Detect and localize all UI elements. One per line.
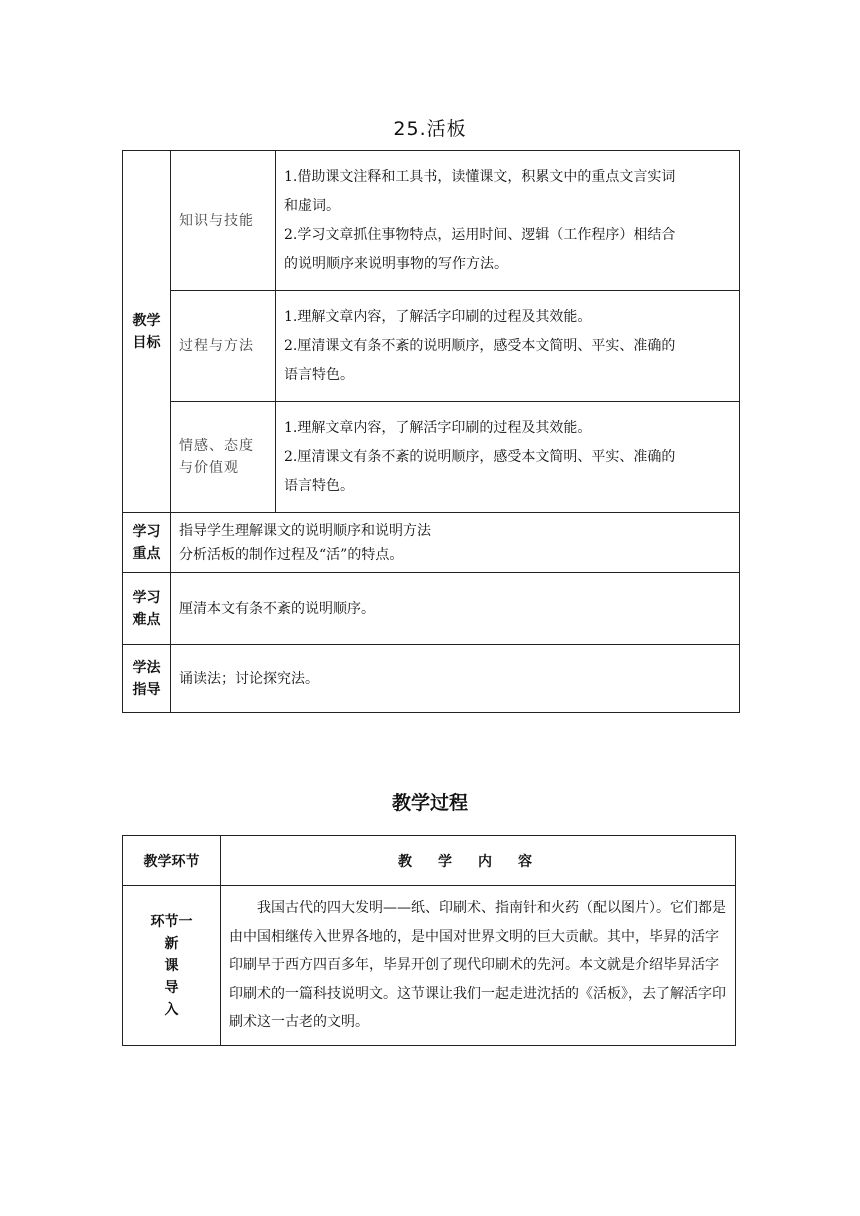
method-header-line1: 学法 (132, 659, 161, 676)
difficulties-header-line1: 学习 (132, 589, 161, 606)
attitude-line: 2.厘清课文有条不紊的说明顺序，感受本文简明、平实、准确的 (284, 448, 676, 465)
step-label (123, 886, 221, 1046)
process-line: 2.厘清课文有条不紊的说明顺序，感受本文简明、平实、准确的 (284, 337, 676, 354)
step-label-line: 导 (164, 979, 179, 996)
category-attitude (171, 402, 276, 513)
attitude-label-line2: 与价值观 (179, 460, 239, 476)
keypoints-line: 分析活板的制作过程及“活”的特点。 (179, 546, 404, 563)
keypoints-header-line1: 学习 (132, 523, 161, 540)
step-label-line: 环节一 (150, 913, 193, 930)
knowledge-line: 1.借助课文注释和工具书，读懂课文，积累文中的重点文言实词 (284, 168, 676, 185)
knowledge-line: 2.学习文章抓住事物特点，运用时间、逻辑（工作程序）相结合 (284, 226, 676, 243)
col-header-content (221, 836, 736, 886)
objectives-table (122, 150, 740, 713)
keypoints-line: 指导学生理解课文的说明顺序和说明方法 (179, 522, 431, 539)
keypoints-header-line2: 重点 (132, 545, 161, 562)
knowledge-line: 的说明顺序来说明事物的写作方法。 (284, 255, 508, 272)
process-line: 语言特色。 (284, 366, 354, 383)
method-content: 诵读法；讨论探究法。 (171, 645, 740, 713)
attitude-label-line1: 情感、态度 (179, 438, 254, 454)
col-header-step: 教学环节 (123, 836, 221, 886)
process-content (276, 291, 740, 402)
step-label-line: 课 (164, 957, 179, 974)
attitude-content (276, 402, 740, 513)
method-header (123, 645, 171, 713)
attitude-line: 语言特色。 (284, 477, 354, 494)
step-label-line: 入 (164, 1001, 179, 1018)
step-label-line: 新 (164, 935, 179, 952)
keypoints-header (123, 513, 171, 573)
objectives-header (123, 151, 171, 513)
knowledge-content (276, 151, 740, 291)
method-header-line2: 指导 (132, 681, 161, 698)
difficulties-header-line2: 难点 (132, 611, 161, 628)
process-title: 教学过程 (391, 792, 468, 814)
category-knowledge: 知识与技能 (171, 151, 276, 291)
objectives-header-line2: 目标 (132, 334, 161, 351)
difficulties-content: 厘清本文有条不紊的说明顺序。 (171, 573, 740, 645)
objectives-header-line1: 教学 (132, 312, 161, 329)
col-header-content-text: 教学内容 (398, 853, 558, 870)
difficulties-header (123, 573, 171, 645)
keypoints-content (171, 513, 740, 573)
process-line: 1.理解文章内容，了解活字印刷的过程及其效能。 (284, 308, 592, 325)
lesson-title: 25.活板 (393, 118, 467, 140)
category-process: 过程与方法 (171, 291, 276, 402)
attitude-line: 1.理解文章内容，了解活字印刷的过程及其效能。 (284, 419, 592, 436)
intro-paragraph: 我国古代的四大发明——纸、印刷术、指南针和火药（配以图片）。它们都是由中国相继传入世界各地的，是中国对世界文明的巨大贡献。其中，毕昇的活字印刷早于西方四百多年，毕昇开创了现代印刷术的先河。本文就是介绍毕昇活字印刷术的一篇科技说明文。这节课让我们一起走进沈括的《活板》，去了解活字印刷术这一古老的文明。 (221, 886, 736, 1046)
knowledge-line: 和虚词。 (284, 197, 340, 214)
process-table (122, 835, 736, 1046)
